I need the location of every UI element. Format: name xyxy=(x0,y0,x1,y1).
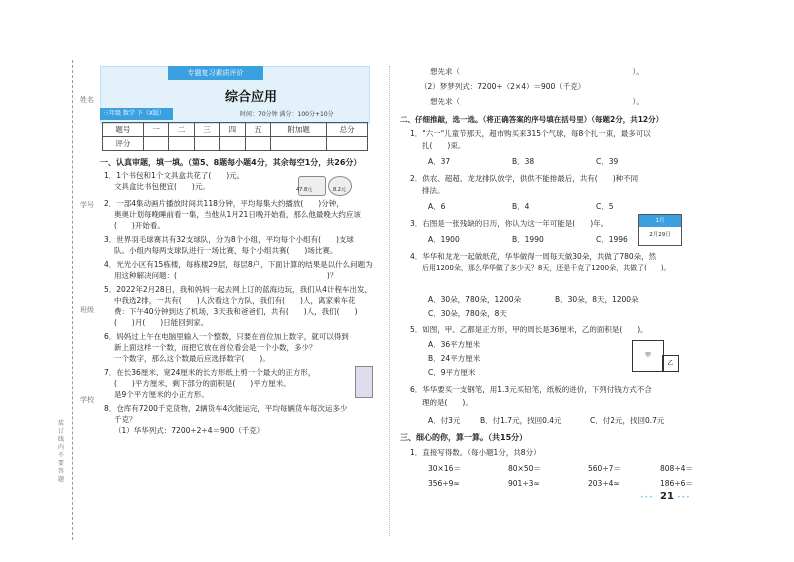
square-jia: 甲 xyxy=(632,340,664,372)
calendar-top: 1月 xyxy=(639,215,681,227)
calc-item: 186÷6＝ xyxy=(660,479,693,488)
choice-question: 4．华华和龙龙一起做纸花，华华做得一周每天做30朵，共做了780朵，然 xyxy=(410,252,657,261)
choice-question: 后用1200朵，那么华华做了多少天？8天，还是千克了1200朵，共做了( )。 xyxy=(422,264,671,272)
score-input[interactable] xyxy=(194,137,219,151)
score-row-header xyxy=(103,123,368,137)
sidebar-label-class: 班级 xyxy=(80,306,94,314)
left-questions xyxy=(104,170,373,436)
score-cell: 二 xyxy=(169,123,194,137)
option: B．付1.7元，找回0.4元 xyxy=(480,416,562,425)
question-line: 文具盒比书包便宜( )元。 xyxy=(114,182,210,191)
question-line: 想先求（ ）。 xyxy=(430,67,644,76)
option: A．30朵，780朵，1200朵 xyxy=(428,295,522,304)
calc-item: 203÷4≈ xyxy=(588,479,620,488)
question-line: 6．妈妈过上午在电脑里输入一个整数，只要在首位加上数字，就可以得到 xyxy=(104,332,349,341)
calc-instruction: 1．直接写得数。（每小题1分，共8分） xyxy=(410,448,541,457)
binding-line xyxy=(72,60,73,540)
choice-question: 6．华华要买一支钢笔，用1.3元买铅笔，纸板的进价，下列付钱方式不合 xyxy=(410,385,652,394)
score-cell: 题号 xyxy=(103,123,144,137)
score-cell: 一 xyxy=(143,123,168,137)
question-line: 5．2022年2月28日，我和妈妈一起去网上订的蓝海边玩，我们从4计程车出发， xyxy=(104,285,372,294)
choice-question: 理的是( )。 xyxy=(422,398,473,407)
choice-question: 3．右图是一张残缺的日历，你认为这一年可能是( )年。 xyxy=(410,219,609,228)
column-divider xyxy=(389,66,390,536)
page-title: 综合应用 xyxy=(225,90,278,105)
calendar-figure xyxy=(638,214,682,246)
question-line: ( )平方厘米，剩下部分的面积是( )平方厘米。 xyxy=(114,379,291,388)
choice-question: 排法。 xyxy=(422,186,445,195)
calc-item: 560÷7＝ xyxy=(588,464,621,473)
section-1-heading: 一、认真审题，填一填。（第5、8题每小题4分，其余每空1分，共26分） xyxy=(100,158,362,167)
sidebar-margin-note: 装订线内不要答题 xyxy=(58,420,65,483)
section-2-heading: 二、仔细推敲，选一选。（将正确答案的序号填在括号里）（每题2分，共12分） xyxy=(400,115,664,124)
sidebar-label-name: 姓名 xyxy=(80,96,94,104)
question-line: 8．仓库有7200千克货物，2辆货车4次能运完，平均每辆货车每次运多少 xyxy=(104,404,348,413)
calc-item: 80×50＝ xyxy=(508,464,541,473)
option: B．1990 xyxy=(512,235,544,244)
right-column xyxy=(400,66,700,107)
question-line: 中我选2排，一共有( )人次看这个方队，我们有( )人，离家乘车花 xyxy=(114,296,356,305)
question-line: 千克？ xyxy=(114,415,137,424)
question-line: 费：下午40分钟到达了机场，3天我和爸爸们，共有( )人，我们( ) xyxy=(114,307,358,316)
calc-item: 901÷3≈ xyxy=(508,479,540,488)
calc-item: 30×16＝ xyxy=(428,464,461,473)
page-decor-dots: ••• xyxy=(640,494,654,501)
grade-tag: 三年级 数学 下（X版） xyxy=(100,108,173,120)
price-tag: 8.2元 xyxy=(333,187,346,193)
option: C．付2元，找回0.7元 xyxy=(590,416,665,425)
question-line: 想先求（ ）。 xyxy=(430,97,644,106)
option: B．4 xyxy=(512,202,530,211)
question-line: 是9个平方厘米的小正方形。 xyxy=(114,390,209,399)
option: B．30朵，8天，1200朵 xyxy=(555,295,639,304)
question-line: （2）梦梦列式：7200÷（2×4）＝900（千克） xyxy=(420,82,586,91)
question-line: （1）华华列式：7200÷2÷4＝900（千克） xyxy=(114,426,265,435)
score-cell: 总分 xyxy=(327,123,368,137)
score-cell: 三 xyxy=(194,123,219,137)
option: C．39 xyxy=(596,157,619,166)
page-number: 21 xyxy=(660,491,674,502)
option: C．5 xyxy=(596,202,614,211)
question-line: 2．一部4集动画片播放时间共118分钟，平均每集大约播放( )分钟， xyxy=(104,199,344,208)
question-line: 7．在长36厘米、宽24厘米的长方形纸上剪一个最大的正方形， xyxy=(104,368,316,377)
question-line: 4．光光小区有15栋楼，每栋楼29层，每层8户，下面计算的结果是以什么问题为 xyxy=(104,260,373,269)
option: A．6 xyxy=(428,202,446,211)
choice-question: 5．如图，甲、乙都是正方形，甲的周长是36厘米，乙的面积是( )。 xyxy=(410,325,648,334)
question-line: 一个数字，那么这个数最后应选择数字( )。 xyxy=(114,354,270,363)
option: C．30朵，780朵，8天 xyxy=(428,309,507,318)
page-decor-dots: ••• xyxy=(677,494,691,501)
calendar-bottom: 2月29日 xyxy=(649,232,671,238)
square-yi: 乙 xyxy=(662,355,679,372)
sidebar-label-id: 学号 xyxy=(80,201,94,209)
score-table xyxy=(102,122,368,151)
choice-question: 扎( )束。 xyxy=(422,141,466,150)
option: C．1996 xyxy=(596,235,628,244)
option: C．9平方厘米 xyxy=(428,368,476,377)
score-cell: 附加题 xyxy=(271,123,327,137)
score-cell: 五 xyxy=(245,123,270,137)
question-line: 1．1个书包和1个文具盒共花了( )元。 xyxy=(104,171,245,180)
score-input[interactable] xyxy=(169,137,194,151)
time-info: 时间：70分钟 满分：100分+10分 xyxy=(240,111,334,118)
option: A．付3元 xyxy=(428,416,461,425)
option: A．37 xyxy=(428,157,451,166)
question-line: 新上面这样一个数，而把它放在首位看会是一个小数，多少？ xyxy=(114,343,317,352)
calc-item: 808÷4＝ xyxy=(660,464,693,473)
question-line: 用这种解决问题：( )？ xyxy=(114,271,338,280)
score-cell: 评分 xyxy=(103,137,144,151)
question-line: 队。小组内每两支球队进行一场比赛，每个小组共赛( )场比赛。 xyxy=(114,246,338,255)
calc-item: 356÷9≈ xyxy=(428,479,460,488)
score-input[interactable] xyxy=(143,137,168,151)
header-banner: 专题复习素质评价 xyxy=(168,66,263,80)
price-tag: 47.8元 xyxy=(296,187,313,193)
sidebar-label-school: 学校 xyxy=(80,396,94,404)
option: A．1900 xyxy=(428,235,460,244)
option: B．38 xyxy=(512,157,535,166)
question-line: ( )月( )日能回到家。 xyxy=(114,318,209,327)
score-input[interactable] xyxy=(271,137,327,151)
score-cell: 四 xyxy=(220,123,245,137)
question-line: 3．世界羽毛球赛共有32支球队，分为8个小组，平均每个小组有( )支球 xyxy=(104,235,354,244)
choice-question: 1．"六一"儿童节那天，超市购买来315个气球，每8个扎一束，最多可以 xyxy=(410,129,651,138)
score-input[interactable] xyxy=(245,137,270,151)
score-input[interactable] xyxy=(220,137,245,151)
question-line: 奥奥计划每晚睡前看一集，当他从1月21日晚开始看，那么他最晚大约应该 xyxy=(114,210,361,219)
score-input[interactable] xyxy=(327,137,368,151)
score-row-values xyxy=(103,137,368,151)
choice-question: 2．供农、超超、龙龙排队放学，供供不能排最后，共有( )种不同 xyxy=(410,174,639,183)
option: A．36平方厘米 xyxy=(428,340,481,349)
question-line: ( )开始看。 xyxy=(114,221,165,230)
option: B．24平方厘米 xyxy=(428,354,481,363)
phone-keypad-image xyxy=(355,366,373,398)
section-3-heading: 三、细心的你，算一算。（共15分） xyxy=(400,433,528,442)
